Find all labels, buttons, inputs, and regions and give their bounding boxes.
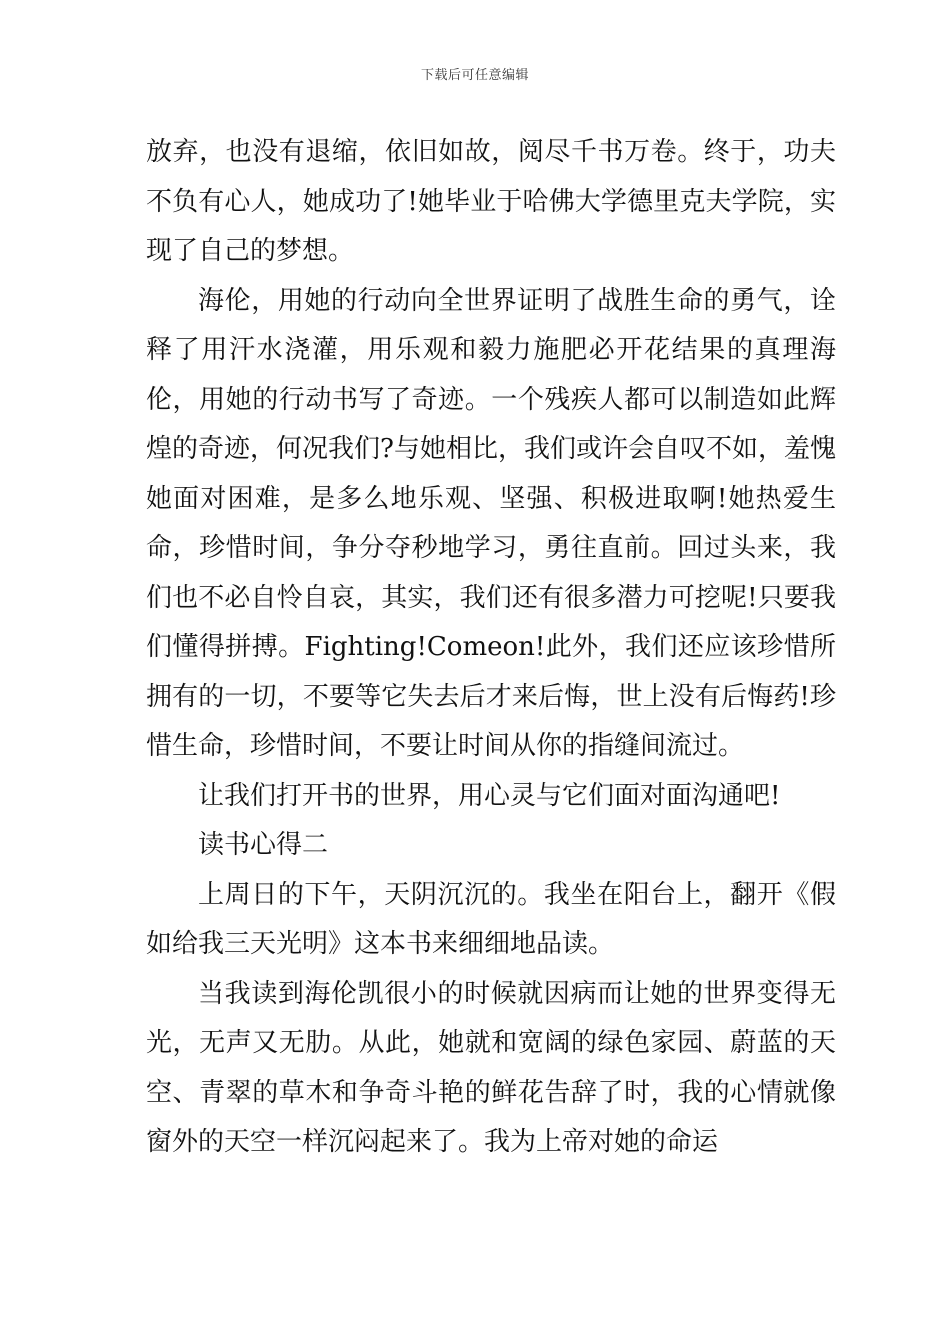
paragraph-helen-courage: 海伦，用她的行动向全世界证明了战胜生命的勇气，诠释了用汗水浇灌，用乐观和毅力施肥必开花结果的真理海伦，用她的行动书写了奇迹。一个残疾人都可以制造如此辉煌的奇迹，何况我们?与她相比，我们或许会自叹不如，羞愧她面对困难，是多么地乐观、坚强、积极进取啊!她热爱生命，珍惜时间，争分夺秒地学习，勇往直前。回过头来，我们也不必自怜自哀，其实，我们还有很多潜力可挖呢!只要我们懂得拼搏。Fighting!Comeon!此外，我们还应该珍惜所拥有的一切，不要等它失去后才来后悔，世上没有后悔药!珍惜生命，珍惜时间，不要让时间从你的指缝间流过。 xyxy=(146,285,836,761)
paragraph-helen-illness: 当我读到海伦凯很小的时候就因病而让她的世界变得无光，无声又无肋。从此，她就和宽阔的绿色家园、蔚蓝的天空、青翠的草木和争奇斗艳的鲜花告辞了时，我的心情就像窗外的天空一样沉闷起来了。我为上帝对她的命运 xyxy=(146,978,836,1157)
paragraph-sunday-reading: 上周日的下午，天阴沉沉的。我坐在阳台上，翻开《假如给我三天光明》这本书来细细地品读。 xyxy=(146,879,836,959)
paragraph-open-books: 让我们打开书的世界，用心灵与它们面对面沟通吧! xyxy=(198,780,781,811)
section-heading: 读书心得二 xyxy=(198,830,329,860)
paragraph-continuation: 放弃，也没有退缩，依旧如故，阅尽千书万卷。终于，功夫不负有心人，她成功了!她毕业于哈佛大学德里克夫学院，实现了自己的梦想。 xyxy=(146,137,836,266)
page-header: 下载后可任意编辑 xyxy=(420,68,529,83)
document-body xyxy=(146,128,836,1168)
